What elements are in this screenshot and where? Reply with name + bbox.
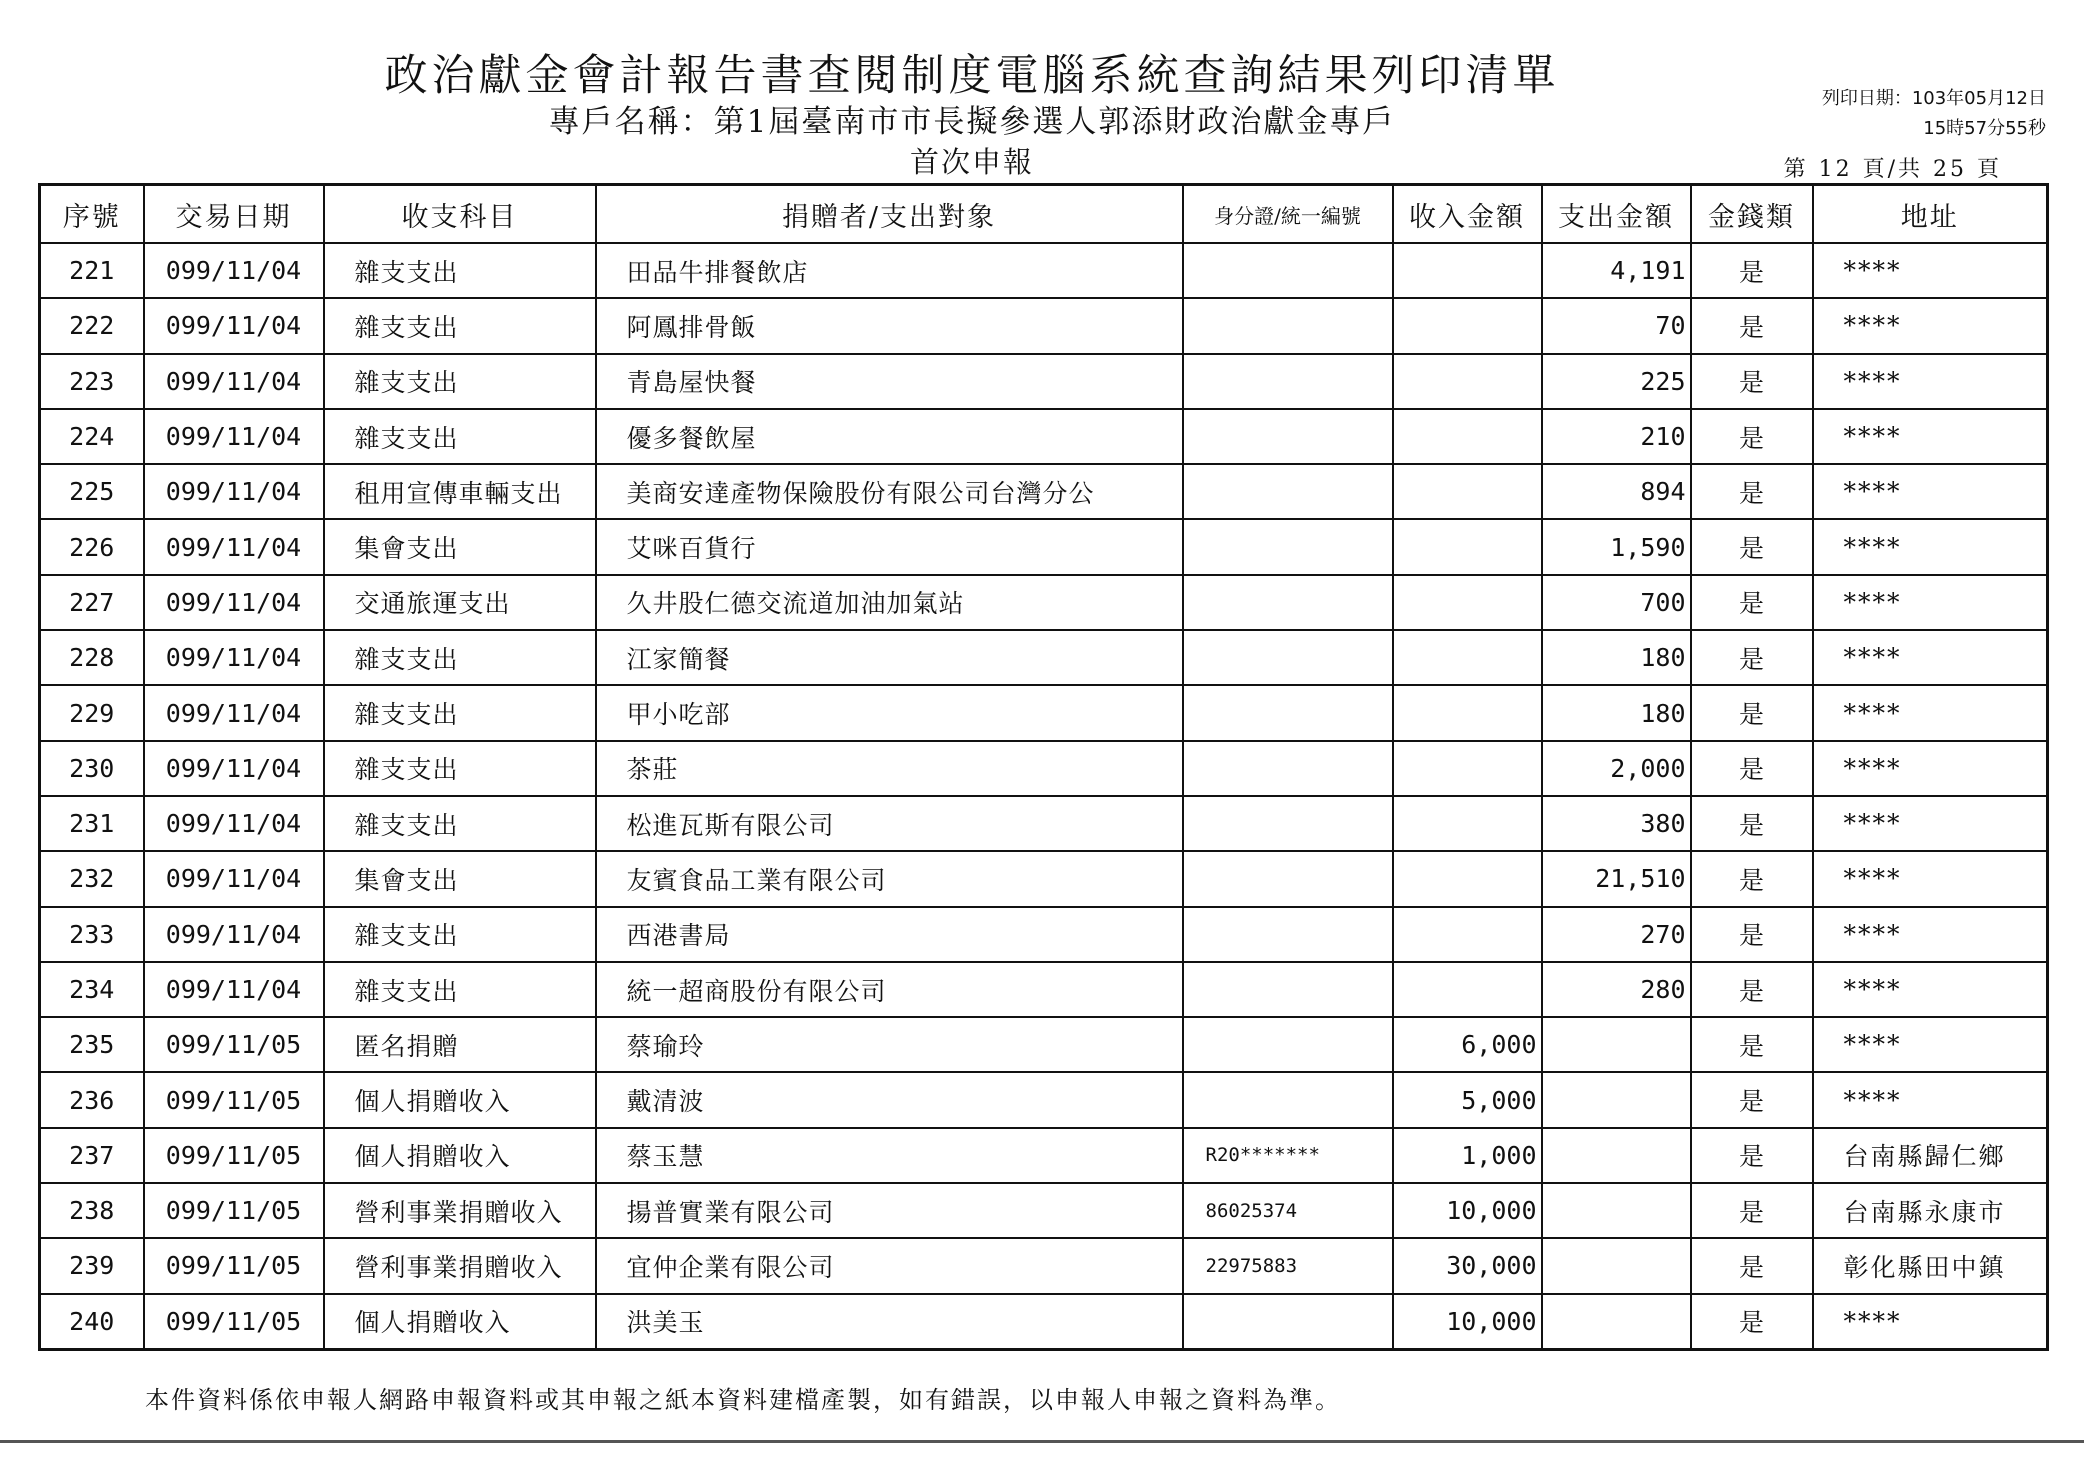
cell-seq: 240: [40, 1294, 144, 1350]
cell-expense: [1542, 1183, 1691, 1238]
page-info: 第 12 頁/共 25 頁: [1783, 157, 2002, 182]
cell-date: 099/11/04: [144, 907, 324, 962]
cell-expense: [1542, 1128, 1691, 1183]
cell-income: 6,000: [1393, 1017, 1542, 1072]
cell-id: 86025374: [1183, 1183, 1393, 1238]
cell-category: 個人捐贈收入: [324, 1072, 596, 1127]
cell-category: 雜支支出: [324, 685, 596, 740]
cell-income: 30,000: [1393, 1238, 1542, 1293]
cell-income: [1393, 851, 1542, 906]
cell-date: 099/11/05: [144, 1017, 324, 1072]
print-time: 15時57分55秒: [1923, 118, 2046, 139]
table-row: [40, 519, 2048, 574]
account-name: 專戶名稱：第1屆臺南市市長擬參選人郭添財政治獻金專戶: [548, 104, 1396, 140]
cell-id: R20*******: [1183, 1128, 1393, 1183]
cell-category: 雜支支出: [324, 796, 596, 851]
cell-date: 099/11/04: [144, 630, 324, 685]
cell-seq: 228: [40, 630, 144, 685]
cell-address: ****: [1813, 907, 2048, 962]
table-row: [40, 1183, 2048, 1238]
cell-money-type: 是: [1691, 464, 1813, 519]
cell-money-type: 是: [1691, 962, 1813, 1017]
cell-party: 阿鳳排骨飯: [596, 298, 1183, 353]
cell-money-type: 是: [1691, 354, 1813, 409]
cell-expense: 70: [1542, 298, 1691, 353]
cell-seq: 238: [40, 1183, 144, 1238]
cell-income: [1393, 685, 1542, 740]
cell-date: 099/11/05: [144, 1072, 324, 1127]
table-row: [40, 1072, 2048, 1127]
cell-money-type: 是: [1691, 243, 1813, 298]
cell-category: 雜支支出: [324, 354, 596, 409]
cell-address: ****: [1813, 298, 2048, 353]
cell-money-type: 是: [1691, 630, 1813, 685]
col-header-income: 收入金額: [1393, 185, 1542, 244]
print-info: [1822, 84, 2046, 144]
cell-income: 10,000: [1393, 1294, 1542, 1350]
cell-money-type: 是: [1691, 298, 1813, 353]
cell-address: ****: [1813, 1072, 2048, 1127]
cell-id: [1183, 741, 1393, 796]
cell-expense: [1542, 1238, 1691, 1293]
cell-date: 099/11/04: [144, 243, 324, 298]
cell-party: 青島屋快餐: [596, 354, 1183, 409]
table-row: [40, 464, 2048, 519]
cell-date: 099/11/05: [144, 1294, 324, 1350]
cell-category: 租用宣傳車輛支出: [324, 464, 596, 519]
cell-category: 個人捐贈收入: [324, 1128, 596, 1183]
cell-category: 個人捐贈收入: [324, 1294, 596, 1350]
table-row: [40, 741, 2048, 796]
table-row: [40, 1238, 2048, 1293]
table-row: [40, 409, 2048, 464]
cell-party: 久井股仁德交流道加油加氣站: [596, 575, 1183, 630]
cell-party: 甲小吃部: [596, 685, 1183, 740]
cell-party: 田品牛排餐飲店: [596, 243, 1183, 298]
ledger-table: [38, 183, 2049, 1351]
cell-id: [1183, 851, 1393, 906]
cell-party: 美商安達產物保險股份有限公司台灣分公: [596, 464, 1183, 519]
cell-money-type: 是: [1691, 796, 1813, 851]
col-header-party: 捐贈者/支出對象: [596, 185, 1183, 244]
cell-category: 交通旅運支出: [324, 575, 596, 630]
cell-id: [1183, 298, 1393, 353]
report-subtitle: 首次申報: [909, 145, 1034, 179]
cell-id: [1183, 1017, 1393, 1072]
table-row: [40, 354, 2048, 409]
cell-seq: 235: [40, 1017, 144, 1072]
cell-address: 台南縣永康市: [1813, 1183, 2048, 1238]
cell-address: ****: [1813, 1017, 2048, 1072]
cell-id: [1183, 243, 1393, 298]
cell-id: [1183, 1294, 1393, 1350]
cell-id: 22975883: [1183, 1238, 1393, 1293]
table-row: [40, 1017, 2048, 1072]
cell-category: 匿名捐贈: [324, 1017, 596, 1072]
cell-money-type: 是: [1691, 1128, 1813, 1183]
cell-party: 友賓食品工業有限公司: [596, 851, 1183, 906]
cell-date: 099/11/05: [144, 1183, 324, 1238]
cell-income: [1393, 796, 1542, 851]
table-row: [40, 796, 2048, 851]
cell-category: 雜支支出: [324, 298, 596, 353]
ledger-table-wrapper: [38, 183, 2046, 1351]
cell-address: ****: [1813, 796, 2048, 851]
cell-expense: 21,510: [1542, 851, 1691, 906]
cell-party: 蔡玉慧: [596, 1128, 1183, 1183]
cell-expense: 380: [1542, 796, 1691, 851]
cell-category: 營利事業捐贈收入: [324, 1238, 596, 1293]
cell-id: [1183, 796, 1393, 851]
cell-date: 099/11/04: [144, 962, 324, 1017]
cell-expense: 210: [1542, 409, 1691, 464]
table-row: [40, 962, 2048, 1017]
cell-category: 營利事業捐贈收入: [324, 1183, 596, 1238]
cell-date: 099/11/04: [144, 464, 324, 519]
cell-party: 西港書局: [596, 907, 1183, 962]
cell-income: [1393, 519, 1542, 574]
cell-expense: 270: [1542, 907, 1691, 962]
cell-seq: 229: [40, 685, 144, 740]
print-date: 列印日期：103年05月12日: [1821, 88, 2046, 109]
cell-seq: 236: [40, 1072, 144, 1127]
cell-party: 揚普實業有限公司: [596, 1183, 1183, 1238]
cell-seq: 222: [40, 298, 144, 353]
cell-category: 雜支支出: [324, 630, 596, 685]
cell-date: 099/11/04: [144, 851, 324, 906]
cell-address: ****: [1813, 575, 2048, 630]
cell-id: [1183, 464, 1393, 519]
cell-seq: 227: [40, 575, 144, 630]
cell-address: ****: [1813, 243, 2048, 298]
col-header-category: 收支科目: [324, 185, 596, 244]
cell-expense: 894: [1542, 464, 1691, 519]
table-row: [40, 685, 2048, 740]
cell-seq: 221: [40, 243, 144, 298]
cell-address: ****: [1813, 962, 2048, 1017]
cell-income: 1,000: [1393, 1128, 1542, 1183]
cell-income: [1393, 243, 1542, 298]
cell-money-type: 是: [1691, 851, 1813, 906]
cell-party: 洪美玉: [596, 1294, 1183, 1350]
cell-id: [1183, 962, 1393, 1017]
cell-money-type: 是: [1691, 685, 1813, 740]
cell-category: 雜支支出: [324, 962, 596, 1017]
cell-party: 統一超商股份有限公司: [596, 962, 1183, 1017]
cell-income: 10,000: [1393, 1183, 1542, 1238]
col-header-seq: 序號: [40, 185, 144, 244]
cell-party: 戴清波: [596, 1072, 1183, 1127]
cell-seq: 230: [40, 741, 144, 796]
cell-id: [1183, 630, 1393, 685]
cell-seq: 223: [40, 354, 144, 409]
cell-party: 松進瓦斯有限公司: [596, 796, 1183, 851]
cell-date: 099/11/04: [144, 298, 324, 353]
cell-party: 蔡瑜玲: [596, 1017, 1183, 1072]
cell-income: [1393, 464, 1542, 519]
table-row: [40, 1294, 2048, 1350]
cell-expense: 2,000: [1542, 741, 1691, 796]
col-header-expense: 支出金額: [1542, 185, 1691, 244]
cell-party: 優多餐飲屋: [596, 409, 1183, 464]
cell-seq: 233: [40, 907, 144, 962]
col-header-date: 交易日期: [144, 185, 324, 244]
cell-seq: 224: [40, 409, 144, 464]
cell-seq: 234: [40, 962, 144, 1017]
cell-address: ****: [1813, 1294, 2048, 1350]
cell-category: 集會支出: [324, 519, 596, 574]
cell-money-type: 是: [1691, 741, 1813, 796]
table-row: [40, 575, 2048, 630]
cell-expense: 180: [1542, 630, 1691, 685]
cell-money-type: 是: [1691, 1183, 1813, 1238]
cell-date: 099/11/04: [144, 575, 324, 630]
col-header-address: 地址: [1813, 185, 2048, 244]
table-row: [40, 1128, 2048, 1183]
cell-party: 宜仲企業有限公司: [596, 1238, 1183, 1293]
cell-expense: [1542, 1072, 1691, 1127]
cell-address: ****: [1813, 851, 2048, 906]
cell-address: ****: [1813, 409, 2048, 464]
cell-address: ****: [1813, 741, 2048, 796]
cell-expense: 280: [1542, 962, 1691, 1017]
cell-income: [1393, 741, 1542, 796]
report-title: 政治獻金會計報告書查閱制度電腦系統查詢結果列印清單: [384, 51, 1560, 101]
cell-address: ****: [1813, 519, 2048, 574]
table-row: [40, 907, 2048, 962]
cell-id: [1183, 409, 1393, 464]
cell-seq: 237: [40, 1128, 144, 1183]
cell-income: [1393, 630, 1542, 685]
cell-address: ****: [1813, 354, 2048, 409]
page-bottom-edge: [0, 1440, 2084, 1443]
cell-expense: 1,590: [1542, 519, 1691, 574]
cell-id: [1183, 575, 1393, 630]
table-row: [40, 851, 2048, 906]
cell-category: 雜支支出: [324, 741, 596, 796]
cell-id: [1183, 685, 1393, 740]
cell-expense: [1542, 1017, 1691, 1072]
ledger-body: [40, 243, 2048, 1349]
cell-money-type: 是: [1691, 409, 1813, 464]
cell-date: 099/11/04: [144, 741, 324, 796]
cell-date: 099/11/04: [144, 796, 324, 851]
cell-address: ****: [1813, 464, 2048, 519]
cell-date: 099/11/04: [144, 519, 324, 574]
cell-date: 099/11/04: [144, 685, 324, 740]
table-row: [40, 298, 2048, 353]
cell-party: 茶莊: [596, 741, 1183, 796]
cell-income: [1393, 575, 1542, 630]
cell-date: 099/11/04: [144, 409, 324, 464]
cell-income: [1393, 962, 1542, 1017]
cell-expense: 4,191: [1542, 243, 1691, 298]
cell-expense: 180: [1542, 685, 1691, 740]
table-row: [40, 630, 2048, 685]
cell-income: [1393, 409, 1542, 464]
cell-money-type: 是: [1691, 1238, 1813, 1293]
col-header-money-type: 金錢類: [1691, 185, 1813, 244]
cell-party: 江家簡餐: [596, 630, 1183, 685]
cell-category: 雜支支出: [324, 409, 596, 464]
cell-category: 雜支支出: [324, 907, 596, 962]
cell-income: 5,000: [1393, 1072, 1542, 1127]
footer-note: 本件資料係依申報人網路申報資料或其申報之紙本資料建檔產製，如有錯誤，以申報人申報之資料為準。: [145, 1386, 1341, 1414]
cell-address: ****: [1813, 630, 2048, 685]
cell-expense: [1542, 1294, 1691, 1350]
cell-seq: 226: [40, 519, 144, 574]
table-row: [40, 243, 2048, 298]
cell-id: [1183, 519, 1393, 574]
cell-income: [1393, 298, 1542, 353]
cell-address: ****: [1813, 685, 2048, 740]
cell-date: 099/11/05: [144, 1238, 324, 1293]
cell-seq: 231: [40, 796, 144, 851]
cell-expense: 225: [1542, 354, 1691, 409]
cell-address: 台南縣歸仁鄉: [1813, 1128, 2048, 1183]
cell-expense: 700: [1542, 575, 1691, 630]
cell-party: 艾咪百貨行: [596, 519, 1183, 574]
cell-id: [1183, 1072, 1393, 1127]
cell-seq: 225: [40, 464, 144, 519]
cell-money-type: 是: [1691, 575, 1813, 630]
cell-category: 雜支支出: [324, 243, 596, 298]
cell-money-type: 是: [1691, 1017, 1813, 1072]
cell-id: [1183, 354, 1393, 409]
cell-id: [1183, 907, 1393, 962]
cell-income: [1393, 354, 1542, 409]
cell-date: 099/11/05: [144, 1128, 324, 1183]
cell-seq: 232: [40, 851, 144, 906]
table-header-row: [40, 185, 2048, 244]
cell-address: 彰化縣田中鎮: [1813, 1238, 2048, 1293]
cell-money-type: 是: [1691, 1294, 1813, 1350]
cell-money-type: 是: [1691, 907, 1813, 962]
cell-date: 099/11/04: [144, 354, 324, 409]
cell-income: [1393, 907, 1542, 962]
cell-money-type: 是: [1691, 1072, 1813, 1127]
cell-money-type: 是: [1691, 519, 1813, 574]
cell-category: 集會支出: [324, 851, 596, 906]
cell-seq: 239: [40, 1238, 144, 1293]
col-header-id: 身分證/統一編號: [1183, 185, 1393, 244]
